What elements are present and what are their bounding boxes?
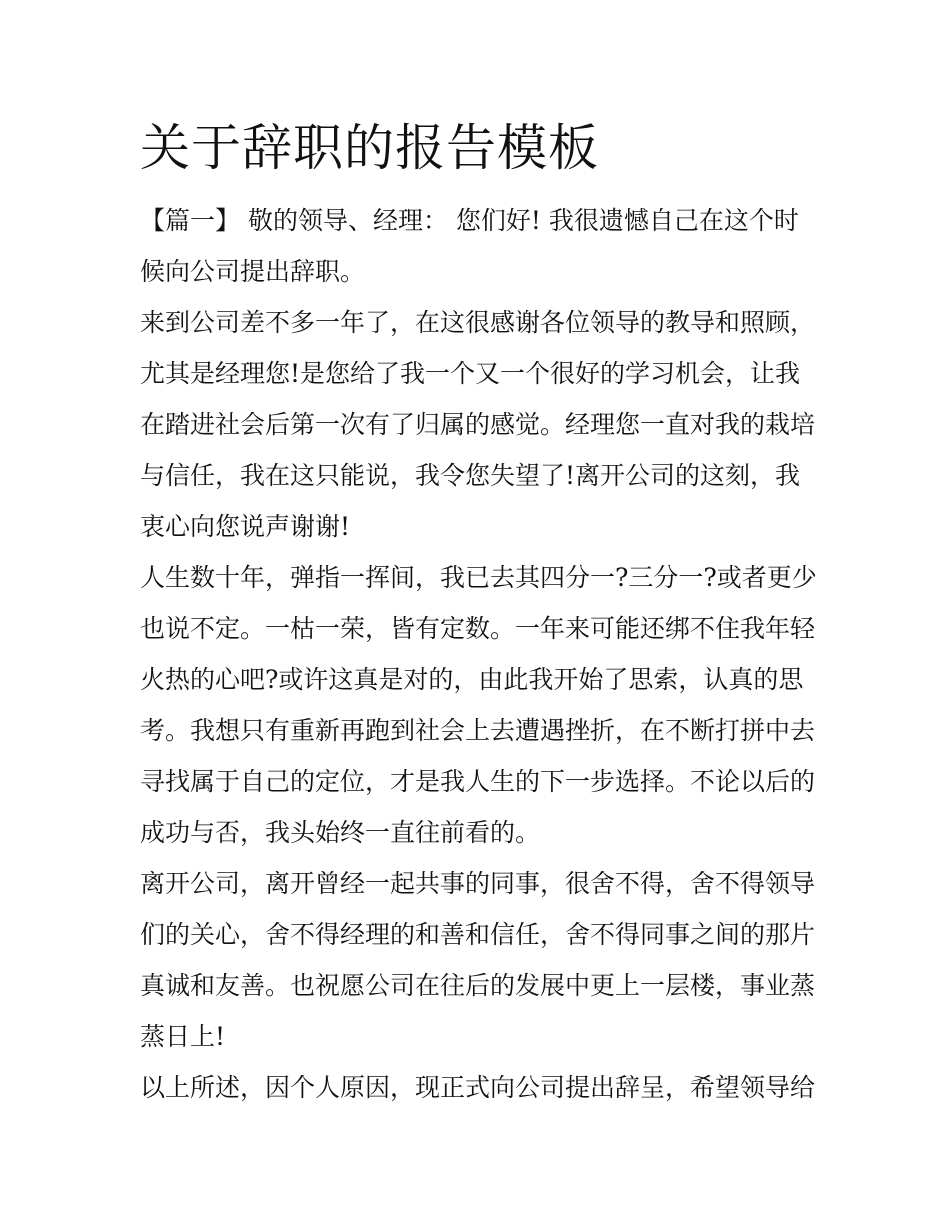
body-line: 们的关心，舍不得经理的和善和信任，舍不得同事之间的那片 — [140, 920, 816, 949]
body-line: 候向公司提出辞职。 — [140, 257, 366, 286]
body-line: 真诚和友善。也祝愿公司在往后的发展中更上一层楼，事业蒸 — [140, 971, 816, 1000]
body-line: 来到公司差不多一年了，在这很感谢各位领导的教导和照顾， — [140, 308, 816, 337]
body-line: 火热的心吧?或许这真是对的，由此我开始了思索，认真的思 — [140, 665, 804, 694]
body-line: 【篇一】 敬的领导、经理： 您们好! 我很遗憾自己在这个时 — [140, 206, 799, 235]
body-line: 考。我想只有重新再跑到社会上去遭遇挫折，在不断打拼中去 — [140, 716, 816, 745]
body-line: 也说不定。一枯一荣，皆有定数。一年来可能还绑不住我年轻 — [140, 614, 816, 643]
body-line: 以上所述，因个人原因，现正式向公司提出辞呈，希望领导给 — [140, 1073, 816, 1102]
body-line: 与信任，我在这只能说，我令您失望了!离开公司的这刻，我 — [140, 461, 801, 490]
body-line: 寻找属于自己的定位，才是我人生的下一步选择。不论以后的 — [140, 767, 816, 796]
document-title: 关于辞职的报告模板 — [140, 119, 599, 177]
body-line: 尤其是经理您!是您给了我一个又一个很好的学习机会，让我 — [140, 359, 801, 388]
body-line: 人生数十年，弹指一挥间，我已去其四分一?三分一?或者更少 — [140, 563, 817, 592]
body-line: 在踏进社会后第一次有了归属的感觉。经理您一直对我的栽培 — [140, 410, 816, 439]
body-line: 成功与否，我头始终一直往前看的。 — [140, 818, 541, 847]
body-line: 蒸日上! — [140, 1022, 226, 1051]
body-line: 衷心向您说声谢谢! — [140, 512, 351, 541]
body-line: 离开公司，离开曾经一起共事的同事，很舍不得，舍不得领导 — [140, 869, 816, 898]
